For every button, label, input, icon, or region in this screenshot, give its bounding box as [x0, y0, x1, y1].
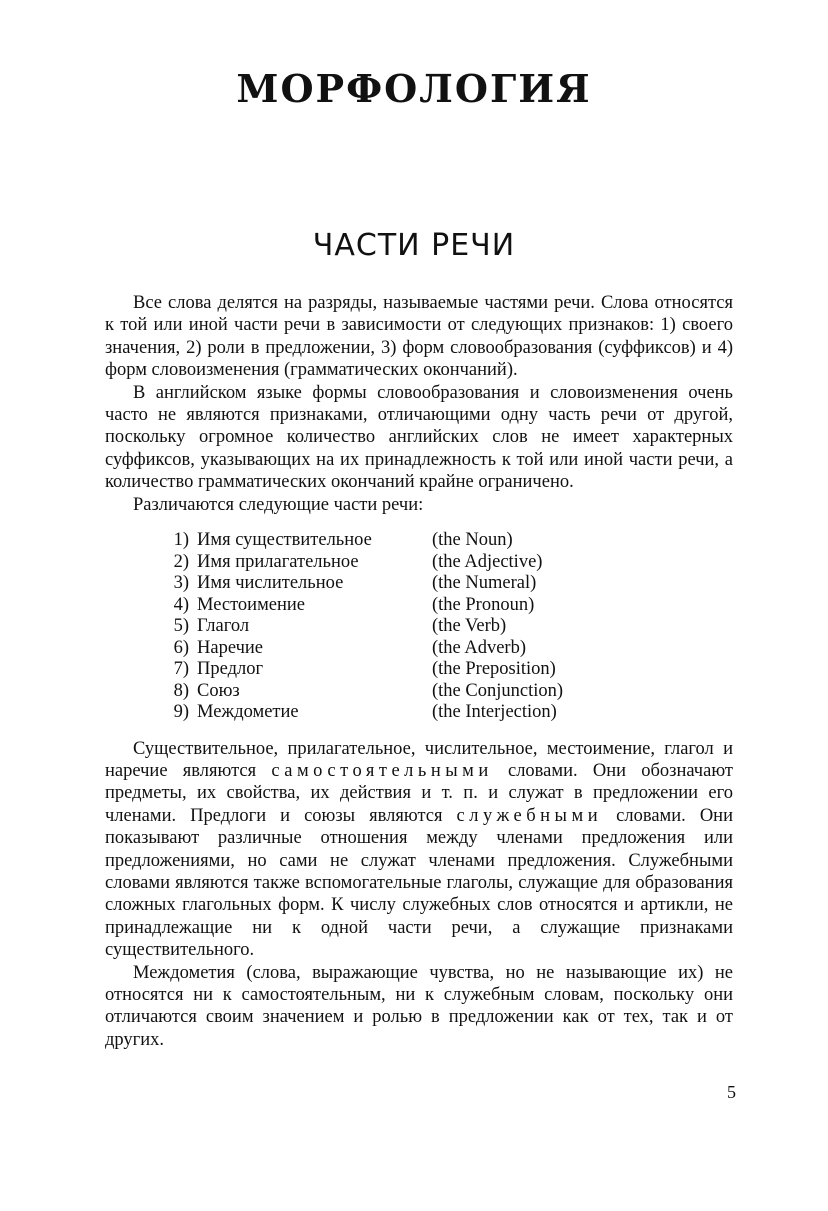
list-item: 8) Союз (the Conjunction)	[173, 680, 564, 701]
list-item: 9) Междометие (the Interjection)	[173, 702, 557, 723]
list-item: 7) Предлог (the Preposition)	[173, 659, 556, 680]
chapter-title: МОРФОЛОГИЯ	[236, 66, 592, 111]
paragraph-4: Существительное, прилагательное, числительное, местоимение, глагол и наречие являются самостоятельными словами. Они обозначают предметы, их свойства, их действия и т. п. и служат в предложении его членами. Предлоги и союзы являются служебными словами. Они показывают различные отношения между членами предложения или предложениями, но сами не служат членами предложения. Служебными словами являются также вспомогательные глаголы, служащие для образования сложных глагольных форм. К числу служебных слов относятся и артикли, не принадлежащие ни к одной части речи, а служащие признаками существительного.	[105, 738, 733, 961]
section-title: ЧАСТИ РЕЧИ	[312, 228, 516, 263]
list-item: 4) Местоимение (the Pronoun)	[173, 594, 535, 615]
list-item: 3) Имя числительное (the Numeral)	[173, 573, 537, 594]
parts-of-speech-list	[105, 530, 733, 724]
paragraph-5: Междометия (слова, выражающие чувства, но не называющие их) не относятся ни к самостоятельным, ни к служебным словам, поскольку они отличаются своим значением и ролью в предложении как от тех, так и от других.	[105, 962, 733, 1050]
list-item: 6) Наречие (the Adverb)	[173, 637, 527, 658]
list-item: 1) Имя существительное (the Noun)	[173, 530, 513, 551]
paragraph-1: Все слова делятся на разряды, называемые частями речи. Слова относятся к той или иной части речи в зависимости от следующих признаков: 1) своего значения, 2) роли в предложении, 3) форм словообразования (суффиксов) и 4) форм словоизменения (грамматических окончаний).	[105, 293, 733, 381]
paragraph-2: В английском языке формы словообразования и словоизменения очень часто не являются признаками, отличающими одну часть речи от другой, поскольку огромное количество английских слов не имеет характерных суффиксов, указывающих на их принадлежность к той или иной части речи, а количество грамматических окончаний крайне ограничено.	[105, 382, 733, 493]
spaced-term-auxiliary: служебными	[456, 805, 603, 826]
spaced-term-independent: самостоятельными	[271, 760, 493, 781]
page-number: 5	[727, 1082, 736, 1102]
body-text	[105, 292, 733, 1051]
list-item: 5) Глагол (the Verb)	[173, 616, 507, 637]
paragraph-3: Различаются следующие части речи:	[133, 494, 424, 515]
list-item: 2) Имя прилагательное (the Adjective)	[173, 551, 543, 572]
